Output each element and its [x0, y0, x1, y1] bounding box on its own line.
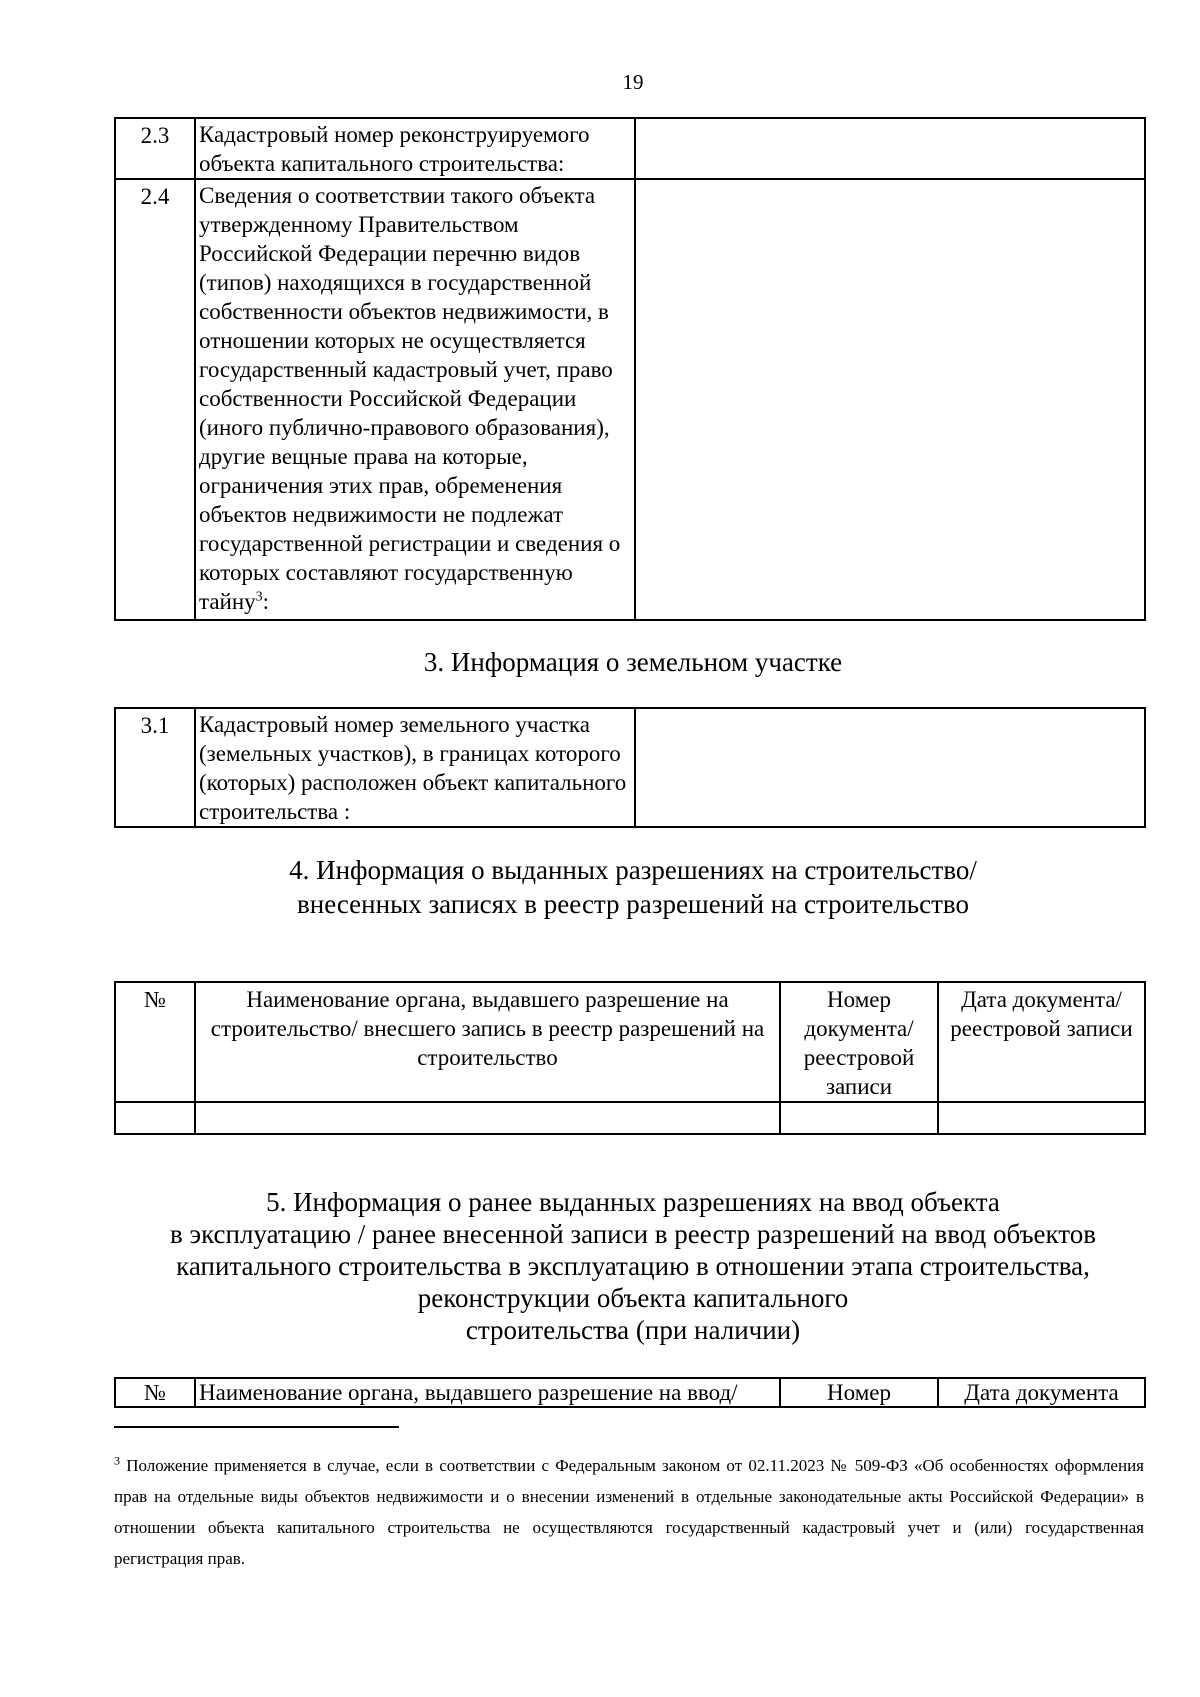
table-header-row — [115, 982, 1145, 1102]
table-row — [115, 1102, 1145, 1134]
footnote-separator — [114, 1426, 399, 1428]
heading-line: в эксплуатацию / ранее внесенной записи в реестр разрешений на ввод объектов — [169, 1219, 1096, 1249]
heading-line: реконструкции объекта капитального — [417, 1283, 849, 1313]
section5-table — [114, 1377, 1146, 1408]
empty-cell[interactable] — [780, 1102, 938, 1134]
column-header: № — [115, 982, 195, 1102]
heading-line: 5. Информация о ранее выданных разрешениях на ввод объекта — [266, 1187, 1000, 1217]
section3-table — [114, 707, 1146, 828]
empty-cell[interactable] — [195, 1102, 780, 1134]
row-number: 2.4 — [115, 179, 195, 620]
row-value-cell[interactable] — [635, 708, 1145, 827]
section5-heading — [0, 1186, 1200, 1346]
row-value-cell[interactable] — [635, 179, 1145, 620]
column-header: Наименование органа, выдавшего разрешение на строительство/ внесшего запись в реестр разрешений на строительство — [195, 982, 780, 1102]
heading-line: капитального строительства в эксплуатацию в отношении этапа строительства, — [176, 1251, 1090, 1281]
column-header: № — [115, 1378, 195, 1407]
column-header: Дата документа/ реестровой записи — [938, 982, 1145, 1102]
heading-line: внесенных записях в реестр разрешений на строительство — [297, 889, 969, 919]
section3-heading: 3. Информация о земельном участке — [423, 647, 843, 677]
section4-heading — [0, 853, 1200, 921]
row-label-suffix: : — [262, 589, 270, 614]
page-number: 19 — [622, 70, 644, 94]
row-number: 2.3 — [115, 118, 195, 179]
table-row — [115, 708, 1145, 827]
empty-cell[interactable] — [938, 1102, 1145, 1134]
empty-cell[interactable] — [115, 1102, 195, 1134]
column-header: Номер документа/ реестровой записи — [780, 982, 938, 1102]
row-label-cell — [195, 179, 635, 620]
column-header: Номер — [780, 1378, 938, 1407]
heading-line: строительства (при наличии) — [465, 1315, 801, 1345]
column-header: Наименование органа, выдавшего разрешение на ввод/ — [195, 1378, 780, 1407]
row-label: Кадастровый номер земельного участка (земельных участков), в границах которого (которых) расположен объект капитального строительства : — [195, 708, 635, 827]
row-value-cell[interactable] — [635, 118, 1145, 179]
section4-table — [114, 981, 1146, 1135]
row-number: 3.1 — [115, 708, 195, 827]
section2-table — [114, 117, 1146, 621]
row-label: Сведения о соответствии такого объекта утвержденному Правительством Российской Федерации перечню видов (типов) находящихся в государственной собственности объектов недвижимости, в отношении которых не осуществляется государственный кадастровый учет, право собственности Российской Федерации (иного публично-правового образования), другие вещные права на которые, ограничения этих прав, обременения объектов недвижимости не подлежат государственной регистрации и сведения о которых составляют государственную тайну — [199, 183, 621, 614]
footnote — [114, 1450, 1144, 1574]
column-header: Дата документа — [938, 1378, 1145, 1407]
footnote-reference[interactable]: 3 — [255, 589, 263, 605]
heading-line: 4. Информация о выданных разрешениях на строительство/ — [289, 855, 977, 885]
row-label: Кадастровый номер реконструируемого объекта капитального строительства: — [195, 118, 635, 179]
table-row — [115, 179, 1145, 620]
footnote-marker: 3 — [114, 1453, 120, 1468]
table-header-row — [115, 1378, 1145, 1407]
table-row — [115, 118, 1145, 179]
footnote-text: Положение применяется в случае, если в соответствии с Федеральным законом от 02.11.2023 № 509-ФЗ «Об особенностях оформления прав на отдельные виды объектов недвижимости и о внесении изменений в отдельные законодательные акты Российской Федерации» в отношении объекта капитального строительства не осуществляются государственный кадастровый учет и (или) государственная регистрация прав. — [114, 1456, 1144, 1568]
